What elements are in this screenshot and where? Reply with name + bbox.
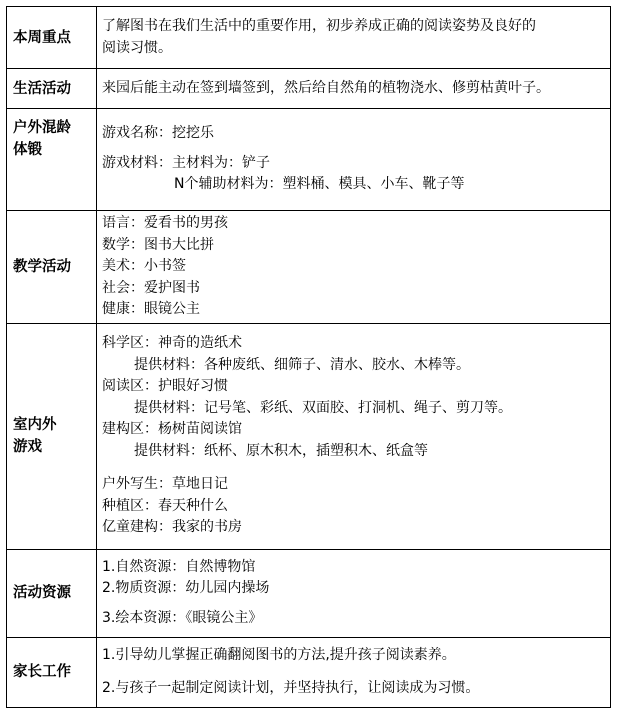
teaching-item-art: 美术：小书签 — [102, 258, 186, 274]
parents-item-1: 1.引导幼儿掌握正确翻阅图书的方法,提升孩子阅读素养。 — [102, 646, 456, 663]
parents-item-2: 2.与孩子一起制定阅读计划，并坚持执行，让阅读成为习惯。 — [102, 680, 480, 696]
resources-label: 活动资源 — [7, 549, 97, 637]
outdoor-main-material: 游戏材料：主材料为：铲子 — [102, 154, 270, 171]
reading-area: 阅读区：护眼好习惯 — [102, 378, 228, 395]
parents-label: 家长工作 — [7, 637, 97, 707]
weekly-focus-label: 本周重点 — [7, 7, 97, 69]
indoor-outdoor-label — [7, 323, 97, 549]
indoor-outdoor-spacer — [102, 462, 606, 474]
weekly-plan-table — [6, 6, 611, 708]
row-outdoor-exercise — [7, 109, 611, 211]
parents-content — [97, 637, 611, 707]
teaching-item-social: 社会：爱护图书 — [102, 279, 200, 296]
row-daily-activity — [7, 69, 611, 109]
outdoor-sketch: 户外写生：草地日记 — [102, 476, 228, 493]
outdoor-exercise-label — [7, 109, 97, 211]
indoor-outdoor-label-line1: 室内外 — [13, 417, 57, 433]
teaching-item-language: 语言：爱看书的男孩 — [102, 215, 228, 231]
row-parents — [7, 637, 611, 707]
resource-natural: 1.自然资源：自然博物馆 — [102, 558, 256, 575]
teaching-content — [97, 211, 611, 324]
science-materials: 提供材料：各种废纸、细筛子、清水、胶水、木棒等。 — [134, 356, 470, 373]
daily-activity-label: 生活活动 — [7, 69, 97, 109]
outdoor-aux-material: N个辅助材料为：塑料桶、模具、小车、靴子等 — [174, 176, 465, 193]
resource-material: 2.物质资源：幼儿园内操场 — [102, 580, 270, 597]
resources-spacer — [102, 600, 606, 608]
daily-activity-text: 来园后能主动在签到墙签到，然后给自然角的植物浇水、修剪枯黄叶子。 — [102, 79, 550, 96]
indoor-outdoor-content — [97, 323, 611, 549]
outdoor-label-line1: 户外混龄 — [13, 120, 71, 136]
teaching-label: 教学活动 — [7, 211, 97, 324]
reading-materials: 提供材料：记号笔、彩纸、双面胶、打洞机、绳子、剪刀等。 — [134, 399, 512, 416]
outdoor-spacer — [102, 145, 606, 153]
parents-spacer — [102, 666, 606, 678]
outdoor-label-line2: 体锻 — [13, 142, 42, 158]
weekly-focus-content — [97, 7, 611, 69]
daily-activity-content — [97, 69, 611, 109]
building-materials: 提供材料：纸杯、原木积木，插塑积木、纸盒等 — [134, 442, 428, 459]
science-area: 科学区：神奇的造纸术 — [102, 335, 242, 352]
weekly-focus-text-line2: 阅读习惯。 — [102, 39, 172, 56]
weekly-focus-text-line1: 了解图书在我们生活中的重要作用，初步养成正确的阅读姿势及良好的 — [102, 18, 536, 34]
row-teaching — [7, 211, 611, 324]
teaching-item-health: 健康：眼镜公主 — [102, 301, 200, 317]
row-weekly-focus — [7, 7, 611, 69]
outdoor-exercise-content — [97, 109, 611, 211]
resources-content — [97, 549, 611, 637]
teaching-item-math: 数学：图书大比拼 — [102, 236, 214, 253]
row-resources — [7, 549, 611, 637]
indoor-outdoor-label-line2: 游戏 — [13, 439, 42, 455]
planting-area: 种植区：春天种什么 — [102, 497, 228, 514]
yitong-building: 亿童建构：我家的书房 — [102, 519, 242, 536]
resource-picture-book: 3.绘本资源：《眼镜公主》 — [102, 609, 263, 626]
outdoor-game-name: 游戏名称：挖挖乐 — [102, 125, 214, 142]
building-area: 建构区：杨树苗阅读馆 — [102, 421, 242, 438]
row-indoor-outdoor-games — [7, 323, 611, 549]
